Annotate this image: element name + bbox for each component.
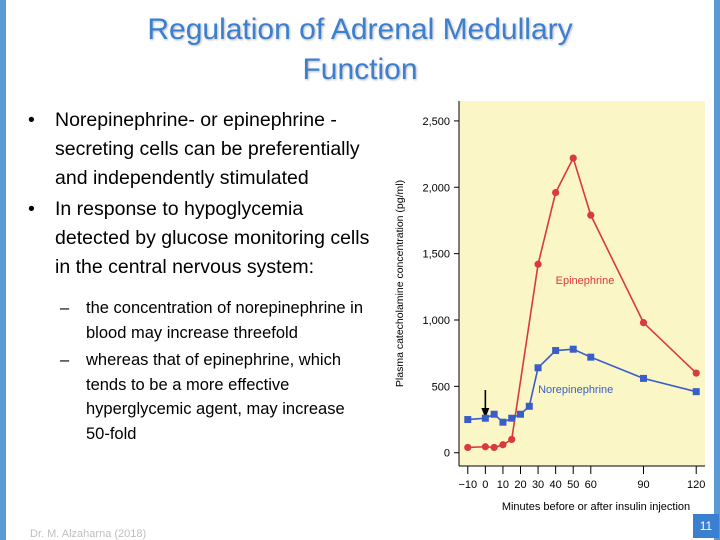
x-tick-label: 50 (567, 479, 580, 491)
data-point (508, 415, 515, 422)
x-tick-label: 90 (637, 479, 650, 491)
data-point (640, 375, 647, 382)
bullet-glyph: • (28, 109, 35, 131)
y-tick-label: 0 (443, 447, 450, 460)
y-tick-label: 1,500 (422, 248, 450, 261)
x-tick-label: −10 (458, 479, 478, 491)
data-point (534, 261, 541, 268)
data-point (587, 212, 594, 219)
title-line-2: Function (302, 53, 418, 86)
x-tick-label: 40 (549, 479, 562, 491)
x-tick-label: 20 (514, 479, 527, 491)
data-point (693, 388, 700, 395)
footer-credit: Dr. M. Alzaharna (2018) (30, 528, 147, 540)
x-axis-label: Minutes before or after insulin injection (501, 501, 691, 513)
data-point (482, 415, 489, 422)
bullet-item (28, 195, 373, 282)
data-point (552, 189, 559, 196)
x-tick-label: 120 (687, 479, 706, 491)
chart-svg (388, 98, 714, 518)
slide-title (60, 10, 660, 90)
y-tick-label: 1,000 (422, 315, 450, 327)
bullet-glyph: • (28, 198, 35, 220)
data-point (464, 416, 471, 423)
sub-bullet-text: whereas that of epinephrine, which tends to be a more effective hyperglycemic agent, may increase 50-fold (86, 351, 345, 443)
data-point (464, 444, 471, 451)
sub-bullet-text: the concentration of norepinephrine in blood may increase threefold (86, 299, 364, 342)
data-point (570, 346, 577, 353)
data-point (587, 354, 594, 361)
x-tick-label: 60 (584, 479, 597, 491)
x-tick-label: 30 (531, 479, 545, 491)
sub-bullet-list (28, 296, 373, 446)
bullet-text: Norepinephrine- or epinephrine -secreting cells can be preferentially and independently stimulated (55, 109, 360, 189)
data-point (526, 403, 533, 410)
left-frame-bar (0, 0, 6, 540)
data-point (482, 443, 489, 450)
data-point (693, 369, 700, 376)
y-tick-label: 2,500 (422, 115, 450, 128)
x-tick-label: 0 (482, 479, 489, 491)
data-point (491, 444, 498, 451)
data-point (640, 319, 647, 326)
dash-glyph: – (60, 351, 70, 369)
series-label: Epinephrine (555, 275, 615, 288)
catecholamine-chart (388, 98, 714, 518)
series-label: Norepinephrine (538, 384, 614, 396)
y-axis-label: Plasma catecholamine concentration (pg/ml) (394, 179, 406, 388)
x-tick-label: 10 (496, 479, 510, 491)
title-line-1: Regulation of Adrenal Medullary (147, 13, 573, 46)
bullet-list (28, 106, 373, 449)
data-point (535, 364, 542, 371)
data-point (491, 411, 498, 418)
dash-glyph: – (60, 299, 70, 317)
y-tick-label: 500 (431, 381, 450, 394)
data-point (570, 154, 577, 161)
page-number: 11 (693, 514, 719, 538)
data-point (517, 411, 524, 418)
data-point (499, 441, 506, 448)
bullet-item (28, 106, 373, 193)
y-tick-label: 2,000 (422, 182, 450, 195)
bullet-text: In response to hypoglycemia detected by glucose monitoring cells in the central nervous system: (55, 198, 370, 278)
data-point (508, 436, 515, 443)
sub-bullet-item (28, 296, 373, 345)
right-frame-bar (714, 0, 720, 540)
sub-bullet-item (28, 348, 373, 446)
data-point (499, 419, 506, 426)
data-point (552, 347, 559, 354)
